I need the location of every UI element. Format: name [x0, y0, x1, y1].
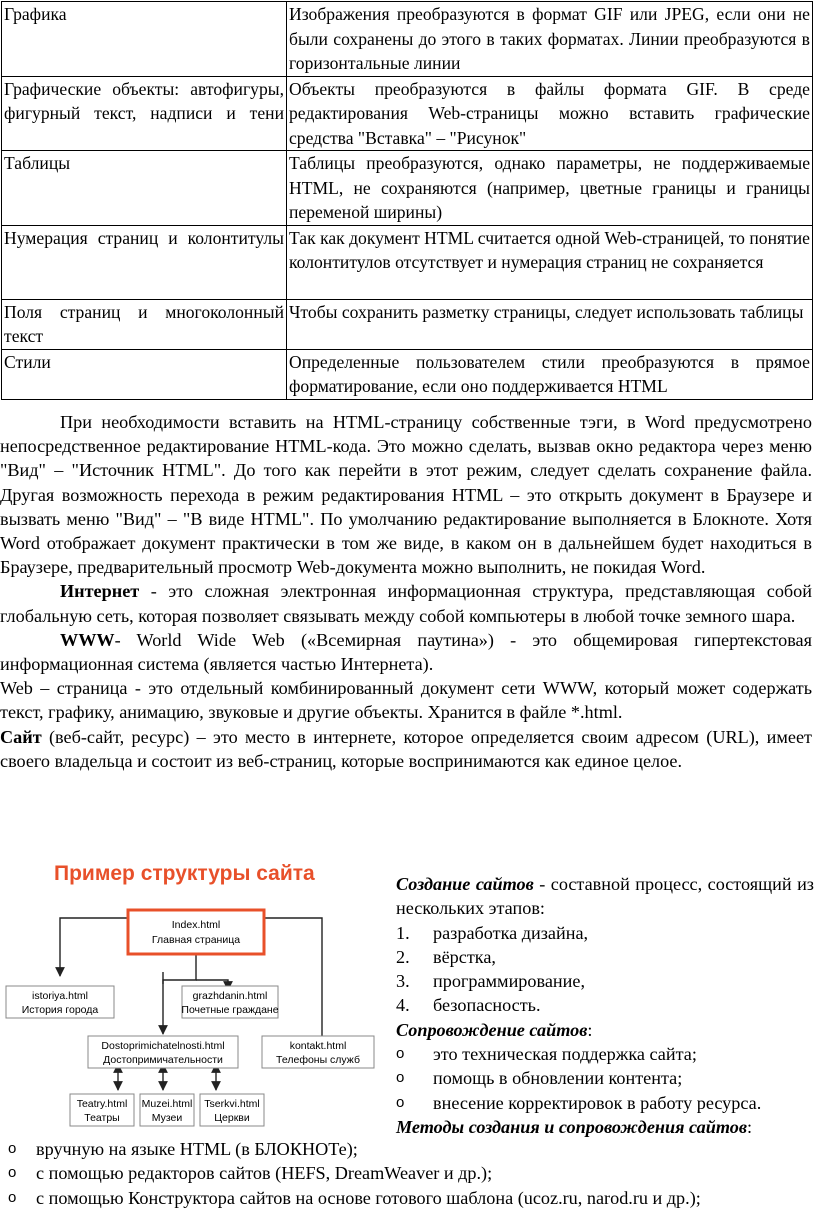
node-label: История города: [21, 1004, 99, 1016]
www-definition: [0, 628, 812, 676]
list-item-text: безопасность.: [433, 995, 541, 1016]
node-file: istoriya.html: [31, 990, 89, 1002]
table-cell-description: Так как документ HTML считается одной Web-страницей, то понятие колонтитулов отсутствует и нумерация страниц не сохраняется: [287, 225, 813, 299]
table-cell-description: Чтобы сохранить разметку страницы, следует использовать таблицы: [287, 299, 813, 349]
list-item-text: это техническая поддержка сайта;: [433, 1044, 697, 1065]
list-item: [396, 969, 814, 993]
conversion-table: [1, 1, 813, 400]
list-number: 2.: [396, 946, 410, 967]
internet-definition: [0, 579, 812, 627]
webpage-definition: Web – страница - это отдельный комбинированный документ сети WWW, который может содержать текст, графику, анимацию, звуковые и другие объекты. Хранится в файле *.html.: [0, 678, 812, 723]
site-term: Сайт: [0, 726, 42, 747]
support-term: Сопровождение сайтов: [396, 1019, 588, 1040]
list-item-text: помощь в обновлении контента;: [433, 1068, 683, 1089]
bullet-icon: o: [8, 1188, 17, 1206]
list-item: [396, 1066, 814, 1090]
methods-heading: [396, 1115, 814, 1139]
creation-def-text: - составной процесс, состоящий из нескольких этапов:: [396, 874, 814, 919]
root-node: [128, 910, 264, 954]
table-row: [2, 349, 813, 399]
list-item-text: с помощью редакторов сайтов (HEFS, DreamWeaver и др.);: [36, 1163, 493, 1184]
list-item-text: программирование,: [433, 971, 585, 992]
list-item-text: вручную на языке HTML (в БЛОКНОТе);: [36, 1139, 358, 1159]
table-cell-element: Графика: [2, 2, 287, 77]
table-cell-description: Изображения преобразуются в формат GIF или JPEG, если они не были сохранены до этого в таких форматах. Линии преобразуются в горизонтальные линии: [287, 2, 813, 77]
list-item-text: с помощью Конструктора сайтов на основе готового шаблона (ucoz.ru, narod.ru и др.);: [36, 1187, 701, 1208]
node-label: Церкви: [214, 1112, 250, 1124]
node-label: Почетные граждане: [181, 1004, 279, 1016]
bullet-icon: o: [396, 1045, 405, 1063]
table-cell-element: Стили: [2, 349, 287, 399]
root-node-label: Главная страница: [151, 934, 241, 946]
node-label: Театры: [84, 1112, 120, 1124]
methods-list: [0, 1137, 814, 1210]
list-item: [0, 1161, 814, 1185]
creation-definition: [396, 872, 814, 921]
support-heading: [396, 1018, 814, 1042]
node-file: Tserkvi.html: [204, 1098, 260, 1110]
node-label: Телефоны служб: [276, 1054, 360, 1066]
site-definition: [0, 725, 812, 773]
table-row: [2, 225, 813, 299]
table-cell-element: Нумерация страниц и колонтитулы: [2, 225, 287, 299]
node-file: Muzei.html: [141, 1098, 193, 1110]
bullet-icon: o: [8, 1140, 17, 1157]
list-item: [396, 993, 814, 1017]
list-item: [0, 1186, 814, 1210]
bullet-icon: o: [8, 1164, 17, 1182]
node-file: Dostoprimichatelnosti.html: [101, 1040, 225, 1052]
support-colon: :: [587, 1019, 593, 1040]
table-cell-element: Поля страниц и многоколонный текст: [2, 299, 287, 349]
site-def-text: (веб-сайт, ресурс) – это место в интернете, которое определяется своим адресом (URL), имеет своего владельца и состоит из веб-страниц, которые воспринимаются как единое целое.: [0, 726, 812, 771]
list-item-text: вёрстка,: [433, 946, 496, 967]
table-cell-description: Таблицы преобразуются, однако параметры, не поддерживаемые HTML, не сохраняются (например, цветные границы и границы переменой ширины): [287, 151, 813, 226]
table-row: [2, 76, 813, 151]
node-file: kontakt.html: [289, 1040, 347, 1052]
list-number: 1.: [396, 922, 410, 943]
bullet-icon: o: [396, 1093, 405, 1111]
internet-term: Интернет: [60, 581, 140, 602]
creation-steps-list: [396, 921, 814, 1018]
root-node-file: Index.html: [171, 919, 221, 931]
www-term: WWW: [60, 629, 115, 650]
bullet-icon: o: [396, 1069, 405, 1087]
creation-term: Создание сайтов: [396, 874, 534, 894]
list-item: [396, 1091, 814, 1115]
list-item: [396, 921, 814, 945]
list-item: [396, 945, 814, 969]
site-creation-section: [396, 872, 814, 1139]
node-label: Музеи: [151, 1112, 183, 1124]
node-label: Достопримичательности: [103, 1054, 223, 1066]
site-structure-diagram: [0, 850, 380, 1145]
table-cell-element: Графические объекты: автофигуры, фигурный текст, надписи и тени: [2, 76, 287, 151]
html-editing-paragraph: При необходимости вставить на HTML-страницу собственные тэги, в Word предусмотрено непосредственное редактирование HTML-кода. Это можно сделать, вызвав окно редактора через меню "Вид" – "Источник HTML". До того как перейти в этот режим, следует сделать сохранение файла. Другая возможность перехода в режим редактирования HTML – это открыть документ в Браузере и вызвать меню "Вид" – "В виде HTML". По умолчанию редактирование выполняется в Блокноте. Хотя Word отображает документ практически в том же виде, в каком он в дальнейшем будет находиться в Браузере, предварительный просмотр Web-документа можно выполнить, не покидая Word.: [0, 412, 812, 578]
list-number: 4.: [396, 995, 410, 1016]
list-item-text: внесение корректировок в работу ресурса.: [433, 1092, 762, 1113]
list-number: 3.: [396, 971, 410, 992]
methods-term: Методы создания и сопровождения сайтов: [396, 1116, 747, 1137]
list-item-text: разработка дизайна,: [433, 922, 589, 943]
table-cell-element: Таблицы: [2, 151, 287, 226]
body-text: [0, 410, 812, 773]
node-file: grazhdanin.html: [192, 990, 268, 1002]
table-cell-description: Объекты преобразуются в файлы формата GIF. В среде редактирования Web-страницы можно вставить графические средства "Вставка" – "Рисунок": [287, 76, 813, 151]
list-item: [0, 1137, 814, 1161]
table-row: [2, 299, 813, 349]
methods-colon: :: [746, 1116, 753, 1137]
support-list: [396, 1042, 814, 1115]
www-def-text: - World Wide Web («Всемирная паутина») - это общемировая гипертекстовая информационная система (является частью Интернета).: [0, 629, 812, 675]
node-file: Teatry.html: [76, 1098, 128, 1110]
table-row: [2, 151, 813, 226]
list-item: [396, 1042, 814, 1066]
table-row: [2, 2, 813, 77]
diagram-title: Пример структуры сайта: [54, 862, 315, 885]
table-cell-description: Определенные пользователем стили преобразуются в прямое форматирование, если оно поддерживается HTML: [287, 349, 813, 399]
internet-def-text: - это сложная электронная информационная структура, представляющая собой глобальную сеть, которая позволяет связывать между собой компьютеры в любой точке земного шара.: [0, 581, 812, 626]
